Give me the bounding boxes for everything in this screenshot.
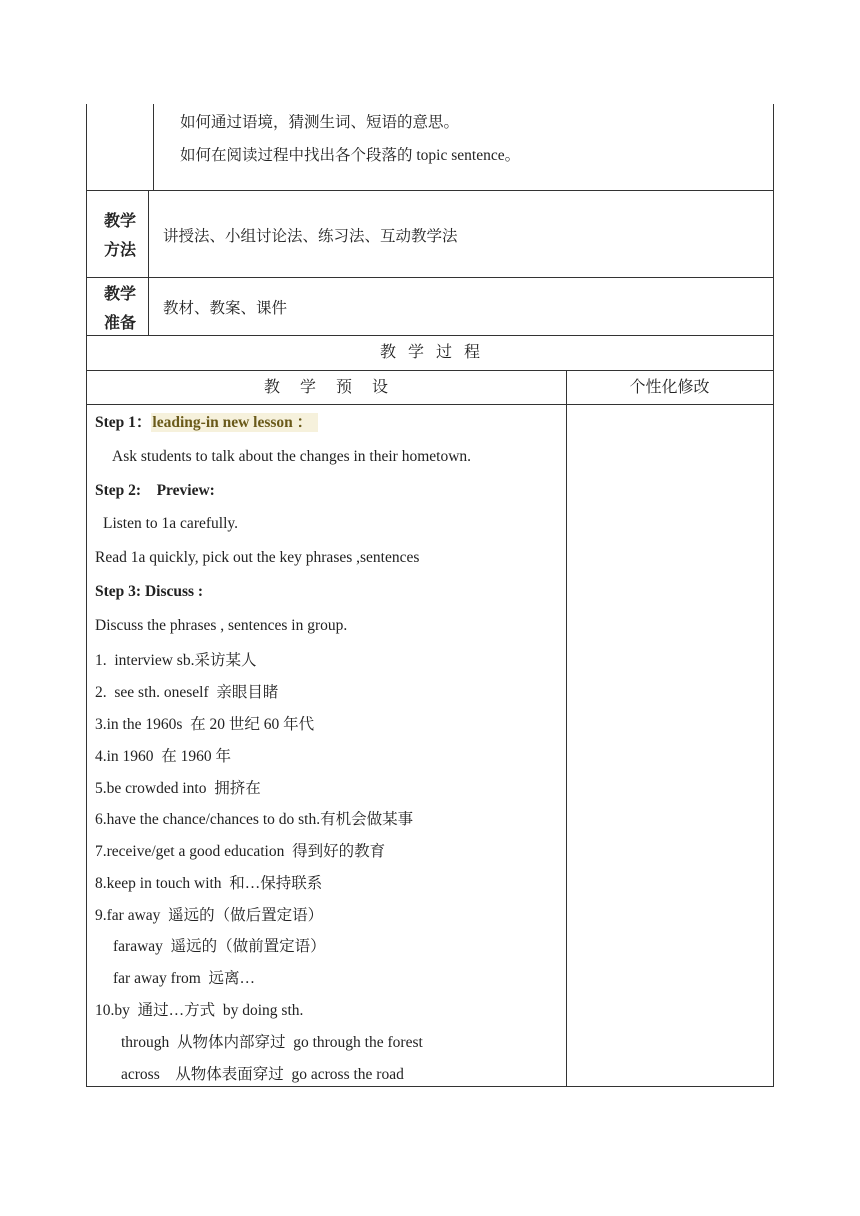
methods-content: 讲授法、小组讨论法、练习法、互动教学法 xyxy=(163,228,458,245)
step1-line xyxy=(95,413,318,433)
row-divider xyxy=(86,190,774,191)
phrase-item: 4.in 1960 在 1960 年 xyxy=(95,748,232,765)
preparation-label: 准备 xyxy=(103,315,136,332)
row-divider xyxy=(86,335,774,336)
step1-label: Step 1： xyxy=(95,414,152,431)
design-column-header: 教 学 预 设 xyxy=(263,379,388,396)
phrase-item: 5.be crowded into 拥挤在 xyxy=(95,780,261,797)
objective-line: 如何在阅读过程中找出各个段落的 topic sentence。 xyxy=(180,147,521,164)
phrase-item: 1. interview sb.采访某人 xyxy=(95,652,257,669)
row-divider xyxy=(86,404,774,405)
phrase-item: across 从物体表面穿过 go across the road xyxy=(121,1066,404,1083)
phrase-item: through 从物体内部穿过 go through the forest xyxy=(121,1034,423,1051)
phrase-item: 3.in the 1960s 在 20 世纪 60 年代 xyxy=(95,716,315,733)
phrase-item: 6.have the chance/chances to do sth.有机会做某事 xyxy=(95,811,414,828)
phrase-item: 2. see sth. oneself 亲眼目睹 xyxy=(95,684,279,701)
preparation-content: 教材、教案、课件 xyxy=(163,300,288,317)
step2-label: Step 2: Preview: xyxy=(95,482,215,499)
phrase-item: 10.by 通过…方式 by doing sth. xyxy=(95,1002,304,1019)
preparation-label: 教学 xyxy=(103,286,136,303)
phrase-item: 7.receive/get a good education 得到好的教育 xyxy=(95,843,386,860)
modification-column-header: 个性化修改 xyxy=(629,379,710,396)
row-divider xyxy=(86,370,774,371)
modification-column-divider xyxy=(566,370,567,1087)
step3-label: Step 3: Discuss : xyxy=(95,583,204,600)
process-header: 教 学 过 程 xyxy=(379,344,480,361)
phrase-item: 9.far away 遥远的（做后置定语） xyxy=(95,907,324,924)
step2-text: Read 1a quickly, pick out the key phrases ,sentences xyxy=(95,549,420,566)
step2-text: Listen to 1a carefully. xyxy=(103,515,238,532)
table-border-left xyxy=(86,104,87,1087)
table-border-right xyxy=(773,104,774,1087)
phrase-item: faraway 遥远的（做前置定语） xyxy=(113,938,326,955)
methods-label: 教学 xyxy=(103,213,136,230)
step1-text: Ask students to talk about the changes in their hometown. xyxy=(112,448,472,465)
step1-title: leading-in new lesson ： xyxy=(151,413,318,432)
row-divider xyxy=(86,277,774,278)
phrase-item: far away from 远离… xyxy=(113,970,256,987)
label-column-divider xyxy=(153,104,154,191)
methods-label: 方法 xyxy=(103,242,136,259)
phrase-item: 8.keep in touch with 和…保持联系 xyxy=(95,875,323,892)
table-border-bottom xyxy=(86,1086,774,1087)
step3-text: Discuss the phrases , sentences in group. xyxy=(95,617,348,634)
objective-line: 如何通过语境，猜测生词、短语的意思。 xyxy=(180,114,460,131)
